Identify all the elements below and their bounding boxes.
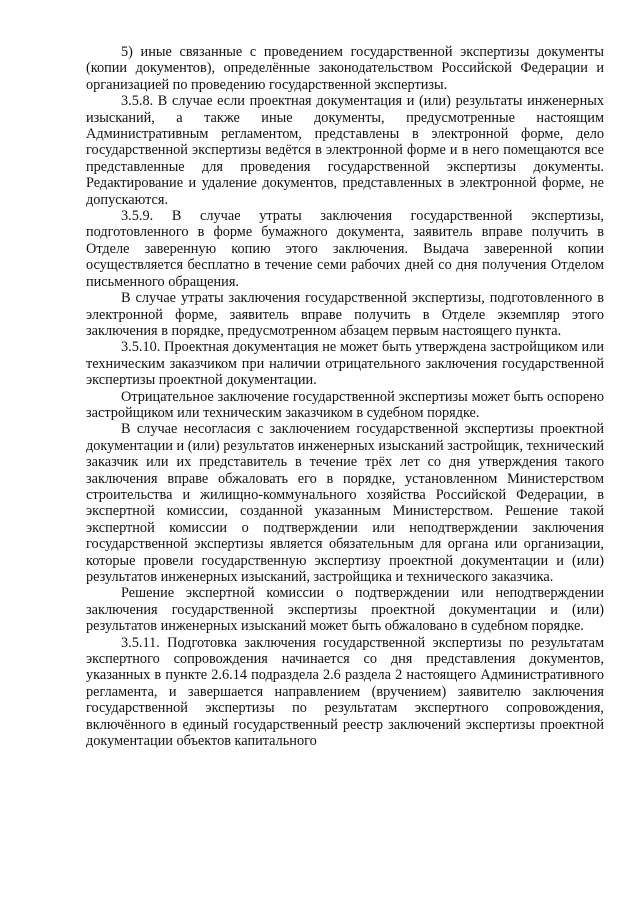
paragraph-3-5-10: 3.5.10. Проектная документация не может быть утверждена застройщиком или техническим заказчиком при наличии отрицательного заключения государственной экспертизы проектной документации. — [86, 339, 604, 389]
paragraph-item-5-other-documents: 5) иные связанные с проведением государственной экспертизы документы (копии документов), определённые законодательством Российской Федерации и организацией по проведению государственной экспертизы. — [86, 44, 604, 93]
paragraph-3-5-11: 3.5.11. Подготовка заключения государственной экспертизы по результатам экспертного сопровождения начинается со дня представления документов, указанных в пункте 2.6.14 подраздела 2.6 раздела 2 настоящего Административного регламента, и завершается направлением (вручением) заявителю заключения государственной экспертизы по результатам экспертного сопровождения, включённого в единый государственный реестр заключений экспертизы проектной документации объектов капитального — [86, 634, 604, 750]
paragraph-disagreement: В случае несогласия с заключением государственной экспертизы проектной документации и (или) результатов инженерных изысканий застройщик, технический заказчик или их представитель в течение трёх лет со дня утверждения такого заключения вправе обжаловать его в порядке, установленном Министерством строительства и жилищно-коммунального хозяйства Российской Федерации, в экспертной комиссии, созданной указанным Министерством. Решение такой экспертной комиссии о подтверждении или неподтверждении заключения государственной экспертизы является обязательным для органа или организации, которые провели государственную экспертизу проектной документации и (или) результатов инженерных изысканий, застройщика и технического заказчика. — [86, 421, 604, 585]
document-page — [86, 44, 604, 749]
paragraph-negative-conclusion: Отрицательное заключение государственной экспертизы может быть оспорено застройщиком или техническим заказчиком в судебном порядке. — [86, 388, 604, 421]
paragraph-3-5-8: 3.5.8. В случае если проектная документация и (или) результаты инженерных изысканий, а также иные документы, предусмотренные настоящим Административным регламентом, представлены в электронной форме, дело государственной экспертизы ведётся в электронной форме и в него помещаются все представленные для проведения государственной экспертизы документы. Редактирование и удаление документов, представленных в электронной форме, не допускаются. — [86, 93, 604, 208]
paragraph-3-5-9: 3.5.9. В случае утраты заключения государственной экспертизы, подготовленного в форме бумажного документа, заявитель вправе получить в Отделе заверенную копию этого заключения. Выдача заверенной копии осуществляется бесплатно в течение семи рабочих дней со дня получения Отделом письменного обращения. — [86, 208, 604, 290]
paragraph-3-5-9-electronic: В случае утраты заключения государственной экспертизы, подготовленного в электронной форме, заявитель вправе получить в Отделе экземпляр этого заключения в порядке, предусмотренном абзацем первым настоящего пункта. — [86, 290, 604, 339]
paragraph-commission-decision: Решение экспертной комиссии о подтверждении или неподтверждении заключения государственной экспертизы проектной документации и (или) результатов инженерных изысканий может быть обжаловано в судебном порядке. — [86, 585, 604, 635]
